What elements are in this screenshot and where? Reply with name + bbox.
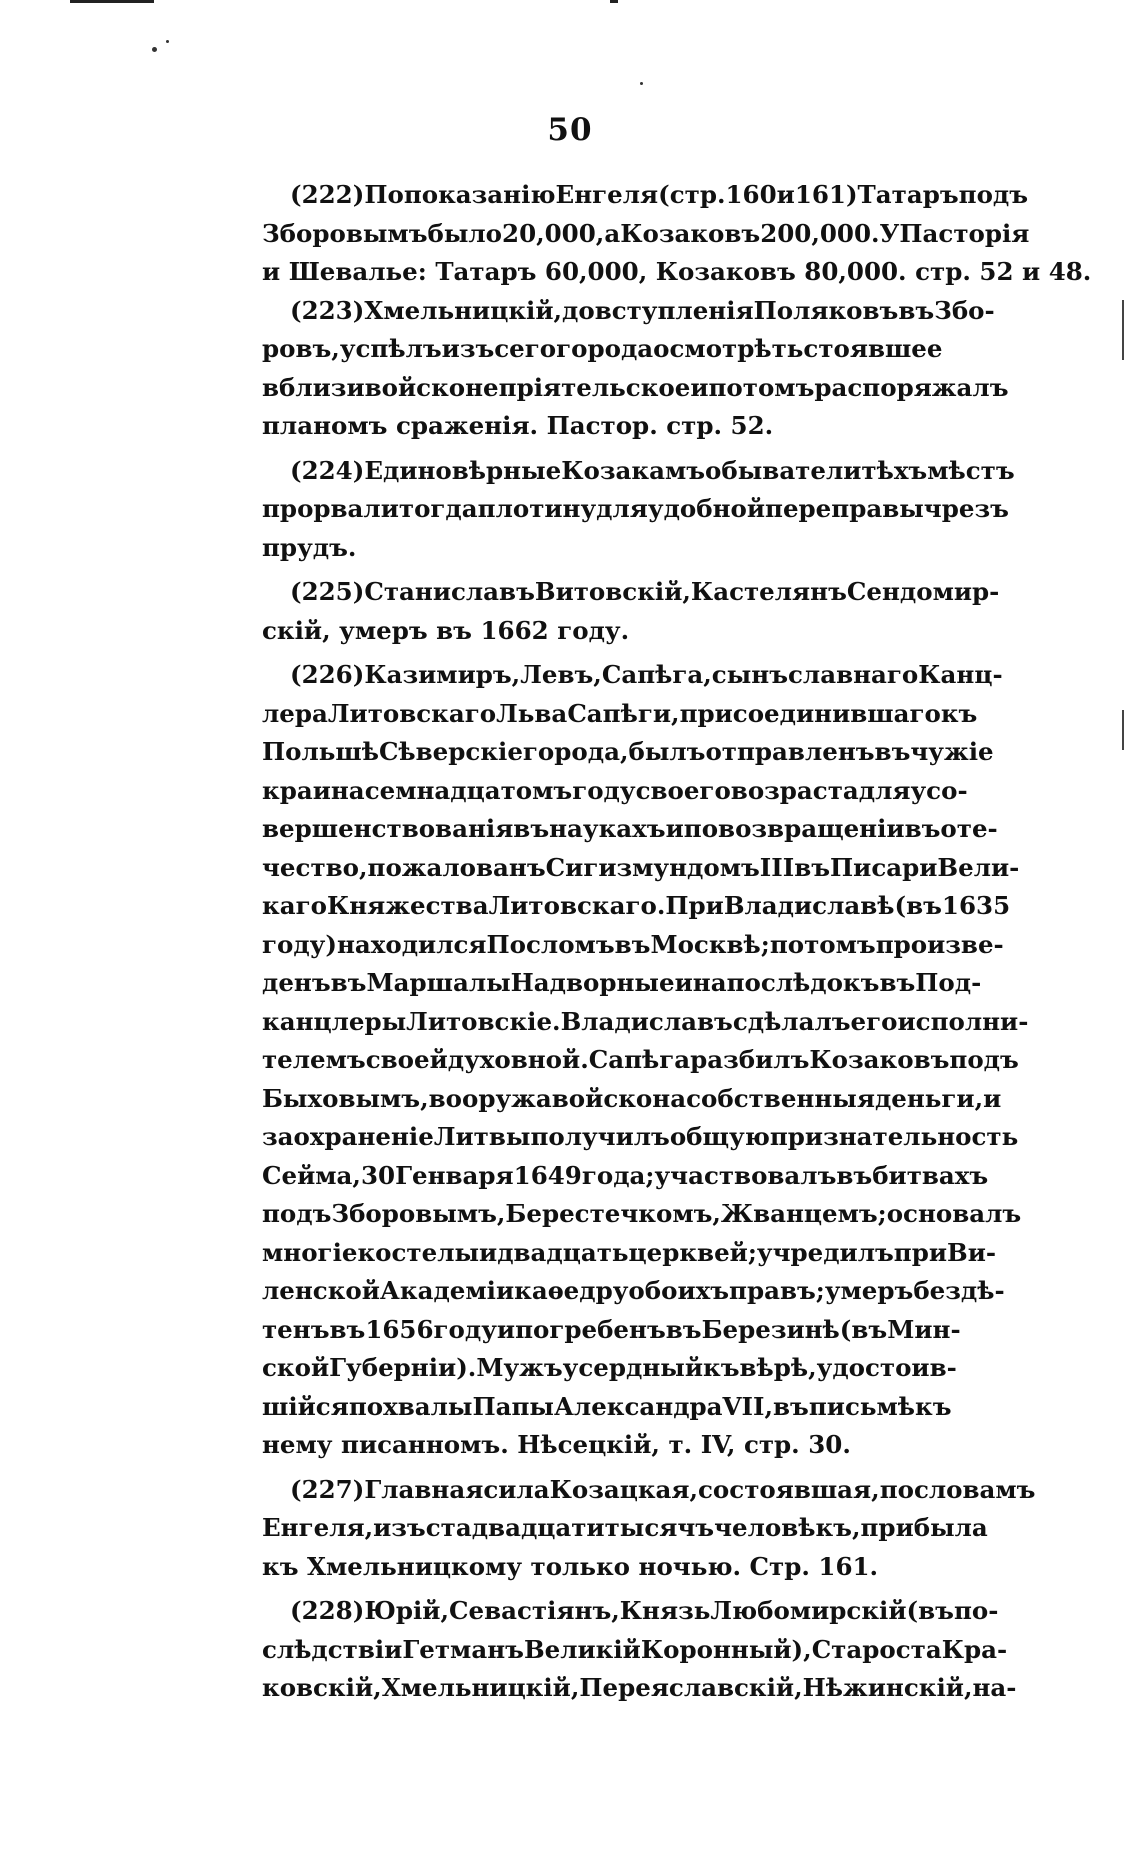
word: Нѣжинскій, — [802, 1673, 973, 1702]
word: сила — [483, 1474, 550, 1504]
word: денъ — [262, 968, 331, 997]
word: Зборовымъ — [262, 218, 428, 248]
word: осмотрѣть — [653, 334, 804, 363]
word: Берестечкомъ, — [505, 1199, 721, 1228]
word: 30 — [360, 1160, 396, 1190]
text-line — [262, 1592, 999, 1631]
word: Единовѣрные — [364, 455, 562, 485]
word: погребенъ — [515, 1314, 666, 1344]
word: Витовскій, — [534, 577, 691, 606]
word: было — [427, 218, 503, 248]
word: основалъ — [886, 1199, 1022, 1228]
word: въ — [665, 1314, 702, 1344]
word: 1656 — [365, 1314, 434, 1344]
word: Литовскіе. — [406, 1006, 561, 1036]
word: телемъ — [262, 1045, 366, 1074]
word: признательность — [769, 1122, 1019, 1151]
word: города — [556, 334, 654, 363]
word: При — [665, 891, 724, 920]
word: многіе — [262, 1237, 358, 1267]
text-line — [262, 1041, 1019, 1080]
word: вершенствованія — [262, 814, 514, 843]
word: въ — [513, 814, 550, 843]
text-line — [262, 1349, 957, 1388]
word: къ — [703, 1353, 740, 1382]
word: Зборовымъ, — [331, 1199, 506, 1228]
word: прорвали — [262, 494, 399, 523]
word: къ — [940, 698, 978, 728]
word: при — [893, 1237, 948, 1267]
word: года; — [581, 1160, 655, 1190]
word: деньги, — [874, 1083, 984, 1113]
text-line — [262, 330, 943, 369]
text-line: и Шевалье: Татаръ 60,000, Козаковъ 80,000. стр. 52 и 48. — [262, 257, 1092, 286]
word: ста — [425, 1513, 472, 1542]
word: по- — [953, 1596, 999, 1625]
word: въ — [614, 929, 651, 959]
word: а — [604, 218, 621, 248]
word: Хмельницкій, — [364, 295, 563, 325]
word: Коронный), — [640, 1634, 812, 1664]
word: подъ — [949, 1045, 1019, 1074]
word: духовной. — [447, 1045, 589, 1074]
word: Ви- — [947, 1237, 997, 1267]
word: каѳедру — [514, 1276, 629, 1305]
word: вооружа — [428, 1083, 552, 1113]
word: подъ — [262, 1199, 332, 1228]
word: Генваря — [395, 1160, 514, 1190]
word: Збо- — [934, 295, 995, 325]
word: Березинѣ — [701, 1314, 840, 1344]
word: Великій — [523, 1634, 641, 1664]
word: изъ — [441, 334, 495, 363]
word: исполни- — [897, 1006, 1029, 1036]
word: Левъ, — [520, 660, 602, 689]
word: Севастіянъ, — [449, 1596, 620, 1625]
word: оте- — [940, 814, 998, 843]
word: состоявшая, — [698, 1474, 880, 1504]
right-margin-mark — [1122, 300, 1124, 360]
word: человѣкъ, — [714, 1513, 861, 1542]
word: войско — [364, 372, 466, 402]
word: похвалы — [348, 1391, 473, 1421]
word: краи — [262, 775, 331, 805]
word: по — [683, 814, 719, 843]
word: ской — [262, 1353, 330, 1382]
specks — [152, 47, 157, 52]
text-line — [262, 1234, 997, 1273]
word: Сейма, — [262, 1160, 361, 1190]
word: потомъ — [708, 372, 815, 402]
word: распоряжалъ — [814, 372, 1009, 402]
word: году — [433, 1314, 497, 1344]
word: Владиславъ — [560, 1006, 733, 1036]
word: обоихъ — [628, 1276, 730, 1305]
word: въ — [773, 1391, 809, 1421]
word: города, — [522, 737, 629, 766]
word: Козакамъ — [561, 455, 706, 485]
word: наукахъ — [549, 814, 666, 843]
word: былъ — [628, 737, 706, 766]
word: по — [879, 1474, 914, 1504]
word: показанію — [403, 180, 556, 209]
word: Литовскаго. — [488, 891, 666, 920]
word: слѣдствіи — [262, 1634, 403, 1664]
word: тогда — [398, 494, 478, 523]
text-line — [262, 733, 994, 772]
word: По — [364, 180, 404, 209]
text-line — [262, 1471, 1036, 1510]
word: мѣстъ — [927, 455, 1015, 485]
word: Кра- — [941, 1634, 1008, 1664]
word: каго — [262, 891, 327, 920]
word: произве- — [875, 929, 1004, 959]
word: Литвы — [433, 1122, 531, 1151]
text-line — [262, 810, 998, 849]
text-line — [262, 1509, 988, 1548]
word: Хмельницкій, — [381, 1673, 580, 1702]
word: Посломъ — [486, 929, 615, 959]
word: и — [479, 1237, 498, 1267]
word: Татаръ — [857, 180, 959, 209]
word: переправы — [765, 494, 924, 523]
text-line — [262, 1003, 1029, 1042]
word: въ — [904, 814, 941, 843]
word: (въ — [906, 1596, 954, 1625]
word: обыватели — [705, 455, 862, 485]
word: въ — [330, 968, 367, 997]
word: на- — [972, 1673, 1017, 1702]
text-line — [262, 926, 1004, 965]
top-mark — [610, 0, 618, 3]
word: общую — [669, 1122, 770, 1151]
text-line — [262, 656, 1003, 695]
word: учредилъ — [756, 1237, 894, 1267]
word: (228) — [290, 1596, 365, 1625]
word: отправленъ — [705, 737, 875, 766]
word: ковскій, — [262, 1673, 382, 1702]
word: за — [262, 1122, 294, 1151]
word: бездѣ- — [913, 1276, 1005, 1305]
text-line — [262, 176, 1029, 215]
word: Мужъ — [476, 1353, 563, 1382]
word: славнаго — [788, 660, 919, 689]
word: для — [858, 775, 911, 805]
word: въ — [836, 1160, 873, 1190]
word: Литовскаго — [327, 698, 497, 728]
word: Москвѣ; — [650, 929, 770, 959]
word: возраста — [730, 775, 859, 805]
text-line — [262, 369, 1009, 408]
word: стоявшее — [803, 334, 943, 363]
word: изъ — [373, 1513, 426, 1542]
word: въ — [898, 295, 935, 325]
word: и — [690, 372, 709, 402]
word: охраненіе — [293, 1122, 434, 1151]
page-body-text — [262, 176, 1092, 1708]
word: своего — [635, 775, 731, 805]
word: до — [562, 295, 595, 325]
word: семнадцатомъ — [364, 775, 573, 805]
word: канцлеры — [262, 1006, 407, 1036]
word: Поляковъ — [753, 295, 899, 325]
word: потомъ — [769, 929, 876, 959]
word: сдѣлалъ — [732, 1006, 851, 1036]
text-line — [262, 1272, 1005, 1311]
word: двадцать — [497, 1237, 629, 1267]
word: У — [879, 218, 900, 248]
word: для — [596, 494, 648, 523]
word: Князь — [619, 1596, 711, 1625]
word: Енгеля, — [262, 1513, 374, 1542]
word: пожалованъ — [367, 852, 546, 882]
word: Сапѣга — [588, 1045, 691, 1074]
word: (въ — [894, 891, 942, 920]
word: Маршалы — [366, 968, 511, 997]
text-line: прудъ. — [262, 532, 357, 562]
word: Староста — [811, 1634, 942, 1664]
word: Казимиръ, — [364, 660, 521, 689]
word: (стр. — [658, 180, 726, 209]
text-line — [262, 452, 1015, 491]
word: сынъ — [711, 660, 788, 689]
word: присоединившаго — [679, 698, 941, 728]
text-line — [262, 1157, 989, 1196]
word: Станиславъ — [364, 577, 535, 606]
word: 200,000. — [760, 218, 880, 248]
word: въ — [329, 1314, 366, 1344]
word: году — [572, 775, 636, 805]
text-line: нему писанномъ. Нѣсецкій, т. IV, стр. 30. — [262, 1430, 851, 1459]
word: чужіе — [910, 737, 994, 766]
word: чрезъ — [923, 494, 1009, 523]
word: тенъ — [262, 1314, 330, 1344]
word: въ — [879, 968, 916, 997]
word: (222) — [290, 180, 365, 209]
word: шійся — [262, 1391, 349, 1421]
word: 1649 — [513, 1160, 582, 1190]
page-number: 50 — [547, 112, 593, 148]
text-line — [262, 772, 968, 811]
word: тѣхъ — [861, 455, 928, 485]
word: непріятельское — [465, 372, 691, 402]
word: Сендомир- — [846, 577, 1000, 606]
word: Владиславѣ — [723, 891, 895, 920]
word: Сапѣга, — [601, 660, 712, 689]
word: вѣрѣ, — [739, 1353, 817, 1382]
word: возвращеніи — [718, 814, 905, 843]
word: (223) — [290, 295, 365, 325]
word: находился — [336, 929, 487, 959]
word: (въ — [839, 1314, 888, 1344]
word: Канц- — [918, 660, 1003, 689]
word: Быховымъ, — [262, 1083, 429, 1113]
word: Льва — [496, 698, 568, 728]
word: лера — [262, 698, 328, 728]
word: вблизи — [262, 372, 365, 402]
word: 160 — [725, 180, 777, 209]
word: участвовалъ — [654, 1160, 837, 1190]
word: и — [496, 1314, 516, 1344]
word: Польшѣ — [262, 737, 379, 766]
word: Академіи — [379, 1276, 515, 1305]
text-line — [262, 215, 1030, 254]
word: Папы — [472, 1391, 554, 1421]
word: битвахъ — [872, 1160, 989, 1190]
word: въ — [874, 737, 911, 766]
word: Енгеля — [555, 180, 659, 209]
word: удостоив- — [816, 1353, 957, 1382]
text-line — [262, 849, 1020, 888]
specks — [166, 40, 169, 43]
word: письмѣ — [808, 1391, 916, 1421]
text-line — [262, 1631, 1008, 1670]
word: Пасторія — [899, 218, 1030, 248]
word: (225) — [290, 577, 365, 606]
word: Любомирскій — [710, 1596, 907, 1625]
word: Жванцемъ; — [720, 1199, 887, 1228]
text-line: планомъ сраженія. Пастор. стр. 52. — [262, 411, 774, 440]
word: Надворные — [510, 968, 675, 997]
word: Козацкая, — [549, 1474, 699, 1504]
text-line — [262, 964, 982, 1003]
word: напослѣдокъ — [692, 968, 880, 997]
text-line — [262, 1195, 1022, 1234]
word: ленской — [262, 1276, 380, 1305]
word: Переяславскій, — [579, 1673, 803, 1702]
word: на — [330, 775, 365, 805]
word: Юрій, — [364, 1596, 450, 1625]
word: чество, — [262, 852, 368, 882]
word: и — [665, 814, 684, 843]
word: прибыла — [860, 1513, 988, 1542]
word: Козаковъ — [620, 218, 761, 248]
word: своей — [365, 1045, 448, 1074]
word: Писари — [830, 852, 938, 882]
word: Главная — [364, 1474, 484, 1504]
word: костелы — [357, 1237, 480, 1267]
word: собственныя — [686, 1083, 875, 1113]
word: Вели- — [937, 852, 1020, 882]
word: усо- — [910, 775, 968, 805]
word: сего — [494, 334, 557, 363]
word: въ — [794, 852, 831, 882]
word: словамъ — [913, 1474, 1036, 1504]
word: Под- — [915, 968, 982, 997]
text-line: къ Хмельницкому только ночью. Стр. 161. — [262, 1551, 879, 1581]
word: 20,000, — [502, 218, 605, 248]
word: правъ; — [729, 1276, 825, 1305]
word: двадцати — [471, 1513, 605, 1542]
word: и — [776, 180, 795, 209]
word: Александра — [553, 1391, 723, 1421]
right-margin-mark — [1122, 710, 1124, 750]
word: Кастелянъ — [690, 577, 847, 606]
word: Сапѣги, — [567, 698, 680, 728]
top-rule — [70, 0, 154, 3]
word: 1635 — [941, 891, 1011, 920]
word: разбилъ — [690, 1045, 810, 1074]
word: успѣлъ — [339, 334, 442, 363]
word: войско — [551, 1083, 653, 1113]
word: къ — [915, 1391, 952, 1421]
word: Козаковъ — [809, 1045, 950, 1074]
word: VII, — [722, 1391, 774, 1421]
specks — [640, 82, 643, 85]
word: Княжества — [326, 891, 489, 920]
word: (224) — [290, 455, 365, 485]
word: удобной — [647, 494, 766, 523]
word: церквей; — [628, 1237, 757, 1267]
word: Сигизмундомъ — [545, 852, 760, 882]
word: году) — [262, 929, 337, 959]
text-line — [262, 695, 978, 734]
word: Гетманъ — [402, 1634, 524, 1664]
word: (226) — [290, 660, 365, 689]
text-line — [262, 573, 1000, 612]
word: тысячъ — [604, 1513, 715, 1542]
word: подъ — [958, 180, 1029, 209]
word: Сѣверскіе — [378, 737, 523, 766]
text-line — [262, 887, 1011, 926]
word: вступленія — [594, 295, 754, 325]
word: умеръ — [824, 1276, 914, 1305]
text-line — [262, 1118, 1019, 1157]
text-line — [262, 292, 995, 331]
word: и — [983, 1083, 1002, 1113]
text-line — [262, 1080, 1002, 1119]
text-line — [262, 490, 1009, 529]
word: на — [652, 1083, 687, 1113]
text-line — [262, 1388, 952, 1427]
text-line: скій, умеръ въ 1662 году. — [262, 615, 630, 645]
word: плотину — [477, 494, 597, 523]
word: Губерніи). — [329, 1353, 477, 1382]
text-line — [262, 1311, 961, 1350]
word: и — [674, 968, 693, 997]
text-line — [262, 1669, 1017, 1708]
word: 161) — [794, 180, 858, 209]
word: ровъ, — [262, 334, 340, 363]
word: получилъ — [530, 1122, 670, 1151]
word: Мин- — [887, 1314, 961, 1344]
word: III — [759, 852, 795, 882]
word: усердный — [562, 1353, 703, 1382]
word: (227) — [290, 1474, 365, 1504]
word: его — [850, 1006, 898, 1036]
